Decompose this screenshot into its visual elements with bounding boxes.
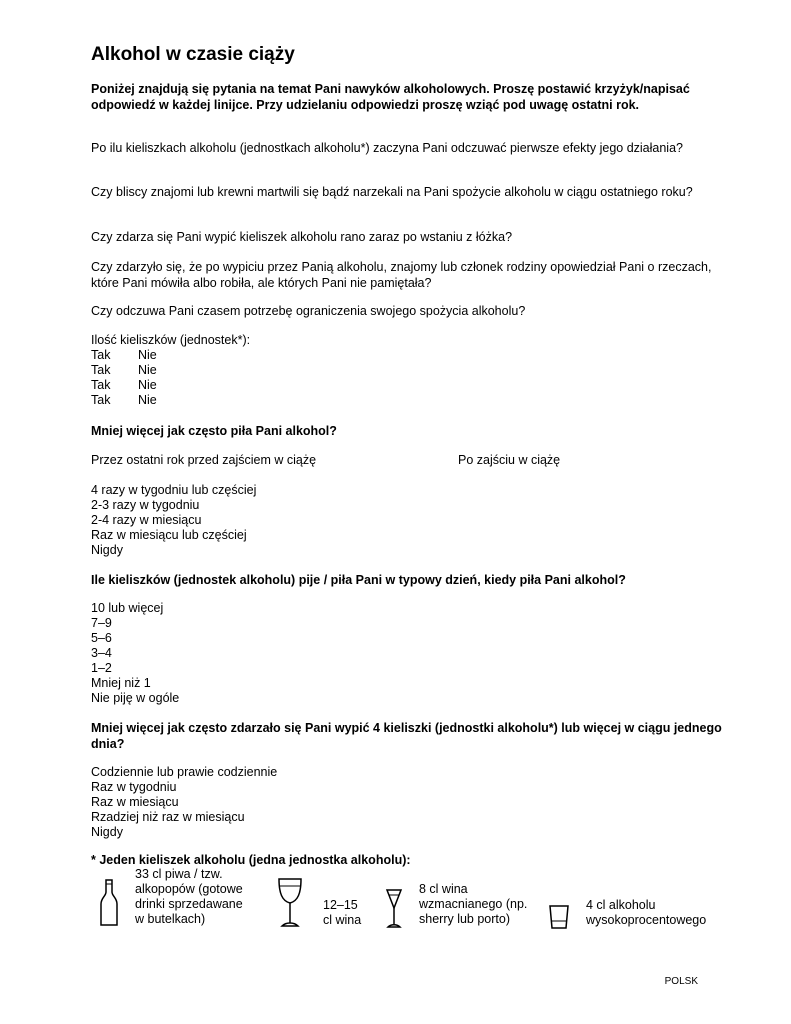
question-1: Po ilu kieliszkach alkoholu (jednostkach alkoholu*) zaczyna Pani odczuwać pierwsze efekty jego działania? <box>91 141 683 155</box>
answer-column <box>91 333 250 408</box>
list-item[interactable]: 7–9 <box>91 616 112 630</box>
yes-no-row <box>91 348 250 363</box>
section3-options <box>91 765 277 840</box>
intro-instructions: Poniżej znajdują się pytania na temat Pani nawyków alkoholowych. Proszę postawić krzyżyk/napisać odpowiedź w każdej linijce. Przy udzielaniu odpowiedzi proszę wziąć pod uwagę ostatni rok. <box>91 82 690 112</box>
unit-wine-text <box>323 898 361 928</box>
no-option[interactable]: Nie <box>138 348 157 362</box>
unit-fortified-text <box>419 882 527 927</box>
list-item[interactable]: Mniej niż 1 <box>91 676 151 690</box>
list-item[interactable]: Raz w miesiącu lub częściej <box>91 528 247 542</box>
list-item[interactable]: Raz w tygodniu <box>91 780 177 794</box>
list-item[interactable]: Nie piję w ogóle <box>91 691 180 705</box>
wine-glass-icon <box>276 877 304 929</box>
section3-heading: Mniej więcej jak często zdarzało się Pani wypić 4 kieliszki (jednostki alkoholu*) lub więcej w ciągu jednego dnia? <box>91 721 722 751</box>
question-4: Czy zdarzyło się, że po wypiciu przez Panią alkoholu, znajomy lub członek rodziny opowiedział Pani o rzeczach, które Pani mówiła albo robiła, ale których Pani nie pamiętała? <box>91 260 712 290</box>
question-2: Czy bliscy znajomi lub krewni martwili się bądź narzekali na Pani spożycie alkoholu w ciągu ostatniego roku? <box>91 185 693 199</box>
list-item[interactable]: Rzadziej niż raz w miesiącu <box>91 810 245 824</box>
sherry-glass-icon <box>384 888 404 930</box>
no-option[interactable]: Nie <box>138 393 157 407</box>
unit-wine-line: 12–15 <box>323 898 358 912</box>
yes-option[interactable]: Tak <box>91 393 111 407</box>
section2-heading: Ile kieliszków (jednostek alkoholu) pije / piła Pani w typowy dzień, kiedy piła Pani alkohol? <box>91 573 626 587</box>
beer-bottle-icon <box>98 878 120 928</box>
unit-spirits-text <box>586 898 706 928</box>
unit-beer-line: drinki sprzedawane <box>135 897 243 911</box>
no-option[interactable]: Nie <box>138 363 157 377</box>
section1-heading: Mniej więcej jak często piła Pani alkohol? <box>91 424 337 438</box>
list-item[interactable]: 10 lub więcej <box>91 601 164 615</box>
yes-no-row <box>91 393 250 408</box>
unit-beer-line: w butelkach) <box>135 912 206 926</box>
unit-beer-line: 33 cl piwa / tzw. <box>135 867 223 881</box>
list-item[interactable]: 4 razy w tygodniu lub częściej <box>91 483 257 497</box>
yes-no-row <box>91 363 250 378</box>
question-5: Czy odczuwa Pani czasem potrzebę ograniczenia swojego spożycia alkoholu? <box>91 304 526 318</box>
page-title: Alkohol w czasie ciąży <box>91 44 295 65</box>
unit-beer-text <box>135 867 243 927</box>
section2-options <box>91 601 179 706</box>
yes-option[interactable]: Tak <box>91 378 111 392</box>
list-item[interactable]: Nigdy <box>91 825 123 839</box>
unit-wine-line: cl wina <box>323 913 362 927</box>
yes-no-row <box>91 378 250 393</box>
yes-option[interactable]: Tak <box>91 348 111 362</box>
unit-beer-line: alkopopów (gotowe <box>135 882 243 896</box>
list-item[interactable]: 3–4 <box>91 646 112 660</box>
no-option[interactable]: Nie <box>138 378 157 392</box>
list-item[interactable]: 1–2 <box>91 661 112 675</box>
units-heading: * Jeden kieliszek alkoholu (jedna jednostka alkoholu): <box>91 853 411 867</box>
list-item[interactable]: 2-4 razy w miesiącu <box>91 513 202 527</box>
list-item[interactable]: Raz w miesiącu <box>91 795 179 809</box>
question-3: Czy zdarza się Pani wypić kieliszek alkoholu rano zaraz po wstaniu z łóżka? <box>91 230 513 244</box>
column-before-pregnancy: Przez ostatni rok przed zajściem w ciążę <box>91 453 317 467</box>
list-item[interactable]: Codziennie lub prawie codziennie <box>91 765 278 779</box>
shot-glass-icon <box>548 904 570 930</box>
column-after-pregnancy: Po zajściu w ciążę <box>458 453 561 467</box>
unit-fortified-line: 8 cl wina <box>419 882 468 896</box>
list-item[interactable]: 2-3 razy w tygodniu <box>91 498 200 512</box>
count-label: Ilość kieliszków (jednostek*): <box>91 333 251 347</box>
unit-fortified-line: sherry lub porto) <box>419 912 511 926</box>
footer-language-code: POLSK <box>664 976 698 987</box>
section1-options <box>91 483 256 558</box>
list-item[interactable]: Nigdy <box>91 543 123 557</box>
unit-spirits-line: wysokoprocentowego <box>586 913 707 927</box>
unit-fortified-line: wzmacnianego (np. <box>419 897 528 911</box>
unit-spirits-line: 4 cl alkoholu <box>586 898 656 912</box>
yes-option[interactable]: Tak <box>91 363 111 377</box>
list-item[interactable]: 5–6 <box>91 631 112 645</box>
